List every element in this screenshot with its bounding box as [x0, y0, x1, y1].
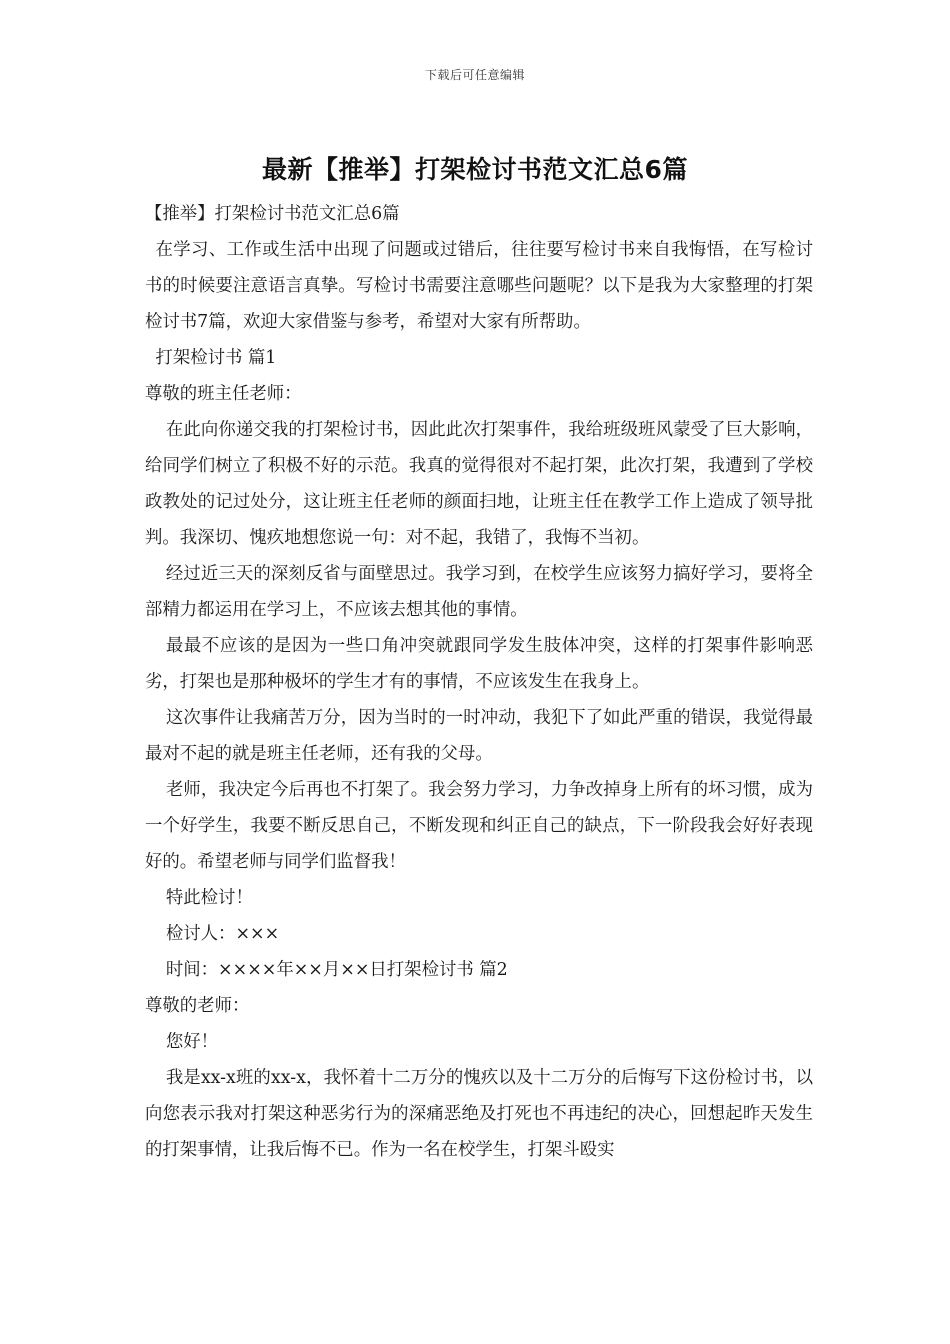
document-body	[145, 196, 813, 1168]
date-line: 时间：××××年××月××日打架检讨书 篇2	[165, 960, 508, 980]
body-paragraph: 经过近三天的深刻反省与面壁思过。我学习到，在校学生应该努力搞好学习，要将全部精力都运用在学习上，不应该去想其他的事情。	[145, 564, 813, 620]
body-paragraph: 老师，我决定今后再也不打架了。我会努力学习，力争改掉身上所有的坏习惯，成为一个好学生，我要不断反思自己，不断发现和纠正自己的缺点，下一阶段我会好好表现好的。希望老师与同学们监督我！	[145, 780, 813, 872]
section-heading-1: 打架检讨书 篇1	[155, 348, 277, 368]
body-paragraph: 这次事件让我痛苦万分，因为当时的一时冲动，我犯下了如此严重的错误，我觉得最最对不起的就是班主任老师，还有我的父母。	[145, 708, 813, 764]
closing-line: 特此检讨！	[165, 888, 253, 908]
salutation-1: 尊敬的班主任老师：	[145, 384, 302, 404]
body-paragraph: 最最不应该的是因为一些口角冲突就跟同学发生肢体冲突，这样的打架事件影响恶劣，打架也是那种极坏的学生才有的事情，不应该发生在我身上。	[145, 636, 813, 692]
subtitle-paragraph: 【推举】打架检讨书范文汇总6篇	[145, 204, 400, 224]
intro-paragraph: 在学习、工作或生活中出现了问题或过错后，往往要写检讨书来自我悔悟，在写检讨书的时候要注意语言真挚。写检讨书需要注意哪些问题呢？以下是我为大家整理的打架检讨书7篇，欢迎大家借鉴与参考，希望对大家有所帮助。	[145, 240, 813, 332]
signer-line: 检讨人：×××	[165, 924, 280, 944]
page-header-note: 下载后可任意编辑	[424, 68, 525, 82]
body-paragraph: 在此向你递交我的打架检讨书，因此此次打架事件，我给班级班风蒙受了巨大影响，给同学们树立了积极不好的示范。我真的觉得很对不起打架，此次打架，我遭到了学校政教处的记过处分，这让班主任老师的颜面扫地，让班主任在教学工作上造成了领导批判。我深切、愧疚地想您说一句：对不起，我错了，我悔不当初。	[145, 420, 813, 548]
greeting-line: 您好！	[165, 1032, 219, 1052]
document-title: 最新【推举】打架检讨书范文汇总6篇	[262, 155, 688, 184]
body-paragraph: 我是xx-x班的xx-x，我怀着十二万分的愧疚以及十二万分的后悔写下这份检讨书，以向您表示我对打架这种恶劣行为的深痛恶绝及打死也不再违纪的决心，回想起昨天发生的打架事情，让我后悔不已。作为一名在校学生，打架斗殴实	[145, 1068, 813, 1160]
salutation-2: 尊敬的老师：	[145, 996, 250, 1016]
